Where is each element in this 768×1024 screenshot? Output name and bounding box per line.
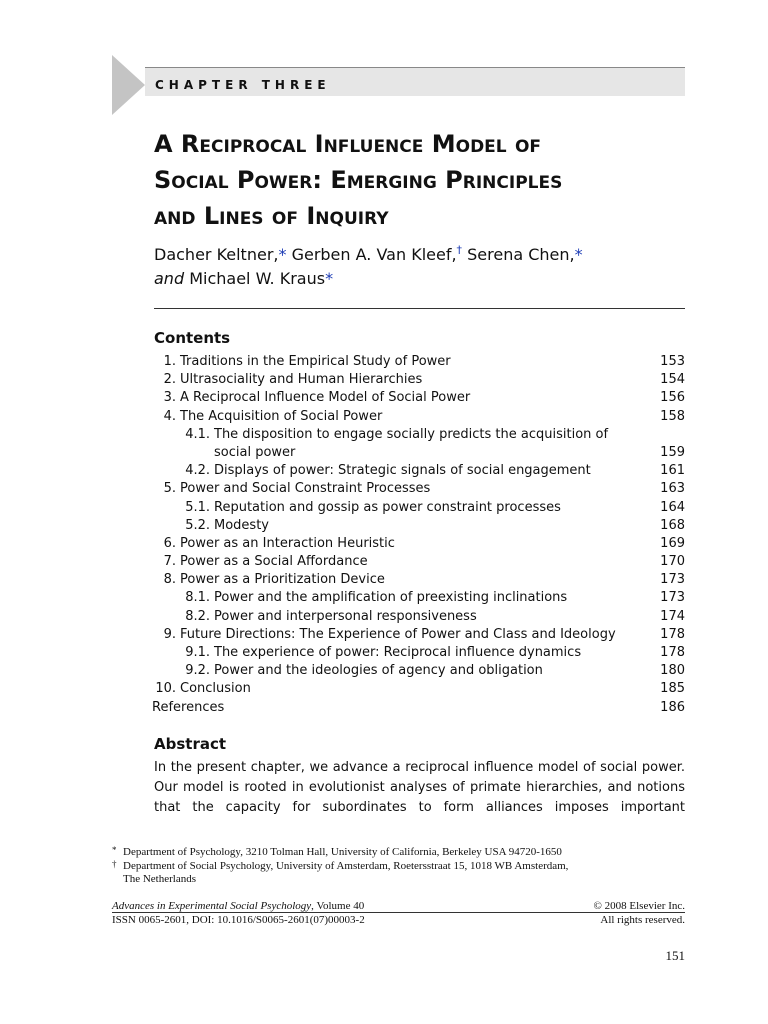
toc-page-number: 156 <box>660 390 685 406</box>
chapter-band <box>112 55 685 115</box>
divider-rule <box>154 308 685 309</box>
footnote-mark: † <box>112 858 117 869</box>
toc-number: 10. <box>155 681 176 697</box>
toc-page-number: 173 <box>660 590 685 606</box>
toc-page-number: 164 <box>660 499 685 515</box>
toc-number: 5. <box>163 481 176 497</box>
title-line: and Lines of Inquiry <box>154 202 389 230</box>
journal-citation <box>112 899 364 913</box>
abstract-body <box>154 758 685 818</box>
abstract-line: Our model is rooted in evolutionist analyses of primate hierarchies, and notions <box>154 780 685 795</box>
author-name: Gerben A. Van Kleef, <box>291 245 457 264</box>
toc-row[interactable] <box>152 680 685 698</box>
toc-row[interactable] <box>152 626 685 644</box>
toc-row[interactable] <box>152 517 685 535</box>
abstract-line: that the capacity for subordinates to form alliances imposes important <box>154 800 685 815</box>
footnote-text: Department of Psychology, 3210 Tolman Hall, University of California, Berkeley USA 94720-1650 <box>123 846 562 858</box>
toc-title: Power as an Interaction Heuristic <box>180 535 395 551</box>
toc-page-number: 178 <box>660 645 685 660</box>
toc-number: 9.1. <box>185 645 210 660</box>
toc-page-number: 153 <box>660 354 685 369</box>
toc-page-number: 185 <box>660 681 685 697</box>
journal-info <box>112 899 685 927</box>
toc-number: 5.2. <box>185 517 210 533</box>
toc-row[interactable] <box>152 589 685 607</box>
toc-title: Power as a Social Affordance <box>180 554 368 570</box>
toc-title: Power and Social Constraint Processes <box>180 481 431 497</box>
toc-title: Conclusion <box>180 681 251 697</box>
toc-row[interactable] <box>152 499 685 517</box>
author-list <box>154 243 694 291</box>
toc-row[interactable] <box>152 608 685 626</box>
footnote-text: Department of Social Psychology, University of Amsterdam, Roetersstraat 15, 1018 WB Amsterdam, <box>123 859 569 872</box>
footnote-mark: * <box>112 845 117 855</box>
toc-title: social power <box>214 444 296 460</box>
abstract-line: In the present chapter, we advance a reciprocal influence model of social power. <box>154 760 685 775</box>
toc-title: The experience of power: Reciprocal influence dynamics <box>214 645 582 660</box>
toc-page-number: 169 <box>660 535 685 551</box>
toc-row[interactable] <box>152 389 685 407</box>
toc-number: 1. <box>163 354 176 369</box>
toc-title: Power and the ideologies of agency and obligation <box>214 663 543 679</box>
toc-number: 4.1. <box>185 426 210 442</box>
journal-volume: , Volume 40 <box>311 900 365 912</box>
affiliation-star-link[interactable]: * <box>278 245 287 264</box>
toc-title: Reputation and gossip as power constraint processes <box>214 499 561 515</box>
footnote-text: The Netherlands <box>123 873 196 885</box>
toc-number: 8. <box>163 572 176 588</box>
rights-notice: All rights reserved. <box>600 914 685 926</box>
toc-title: Ultrasociality and Human Hierarchies <box>180 372 423 388</box>
toc-row[interactable] <box>152 444 685 462</box>
journal-series: Advances in Experimental Social Psychology <box>112 900 312 912</box>
toc-row[interactable] <box>152 408 685 426</box>
toc-number: 7. <box>163 554 176 570</box>
toc-row[interactable] <box>152 480 685 498</box>
toc-title: The disposition to engage socially predicts the acquisition of <box>214 426 609 442</box>
toc-title: The Acquisition of Social Power <box>180 408 383 424</box>
toc-row[interactable] <box>152 571 685 589</box>
footnote <box>112 846 692 860</box>
toc-number: 4.2. <box>185 463 210 479</box>
toc-title: Modesty <box>214 517 269 533</box>
toc-title: Power and interpersonal responsiveness <box>214 608 477 624</box>
author-name: Michael W. Kraus <box>189 269 326 288</box>
toc-title: Future Directions: The Experience of Power and Class and Ideology <box>180 626 616 642</box>
toc-title: Traditions in the Empirical Study of Power <box>180 354 451 369</box>
toc-number: 9. <box>163 626 176 642</box>
toc-number: 6. <box>163 535 176 551</box>
toc-page-number: 163 <box>660 481 685 497</box>
toc-page-number: 154 <box>660 372 685 388</box>
author-conjunction: and <box>154 269 185 288</box>
toc-page-number: 168 <box>660 517 685 533</box>
toc-page-number: 186 <box>660 699 685 715</box>
toc-page-number: 178 <box>660 626 685 642</box>
page-number: 151 <box>665 948 685 963</box>
toc-page-number: 161 <box>660 463 685 479</box>
toc-row[interactable] <box>152 353 685 371</box>
toc-page-number: 159 <box>660 444 685 460</box>
toc-number: 8.1. <box>185 590 210 606</box>
chapter-arrow-decoration <box>112 55 145 115</box>
toc-number: 3. <box>163 390 176 406</box>
toc-title: Displays of power: Strategic signals of social engagement <box>214 463 591 479</box>
toc-page-number: 158 <box>660 408 685 424</box>
affiliation-star-link[interactable]: * <box>325 269 334 288</box>
affiliation-footnotes <box>112 846 692 887</box>
contents-heading: Contents <box>154 329 231 347</box>
toc-title: References <box>152 699 225 715</box>
abstract-heading: Abstract <box>154 735 227 753</box>
author-name: Serena Chen, <box>467 245 575 264</box>
toc-number: 2. <box>163 372 176 388</box>
issn-doi: ISSN 0065-2601, DOI: 10.1016/S0065-2601(07)00003-2 <box>112 914 365 926</box>
author-name: Dacher Keltner, <box>154 245 279 264</box>
toc-number: 9.2. <box>185 663 210 679</box>
copyright-notice: © 2008 Elsevier Inc. <box>593 900 685 912</box>
toc-title: A Reciprocal Influence Model of Social Power <box>180 390 471 406</box>
footnote <box>112 873 692 887</box>
toc-row[interactable] <box>152 426 685 444</box>
toc-row[interactable] <box>152 662 685 680</box>
toc-row[interactable] <box>152 535 685 553</box>
toc-row[interactable] <box>152 644 685 662</box>
toc-number: 8.2. <box>185 608 210 624</box>
toc-row[interactable] <box>152 462 685 480</box>
title-line: Social Power: Emerging Principles <box>154 166 563 194</box>
table-of-contents <box>152 353 685 717</box>
toc-title: Power as a Prioritization Device <box>180 572 385 588</box>
chapter-title <box>154 126 694 234</box>
title-line: A Reciprocal Influence Model of <box>154 130 542 158</box>
toc-page-number: 174 <box>660 608 685 624</box>
toc-number: 5.1. <box>185 499 210 515</box>
chapter-label: CHAPTER THREE <box>155 78 331 92</box>
toc-row[interactable] <box>152 699 685 717</box>
footnote <box>112 860 692 874</box>
affiliation-star-link[interactable]: * <box>574 245 583 264</box>
toc-page-number: 180 <box>660 663 685 679</box>
toc-number: 4. <box>163 408 176 424</box>
toc-row[interactable] <box>152 371 685 389</box>
toc-page-number: 173 <box>660 572 685 588</box>
toc-row[interactable] <box>152 553 685 571</box>
toc-page-number: 170 <box>660 554 685 570</box>
affiliation-dagger-link[interactable]: † <box>456 243 463 257</box>
toc-title: Power and the amplification of preexisting inclinations <box>214 590 568 606</box>
